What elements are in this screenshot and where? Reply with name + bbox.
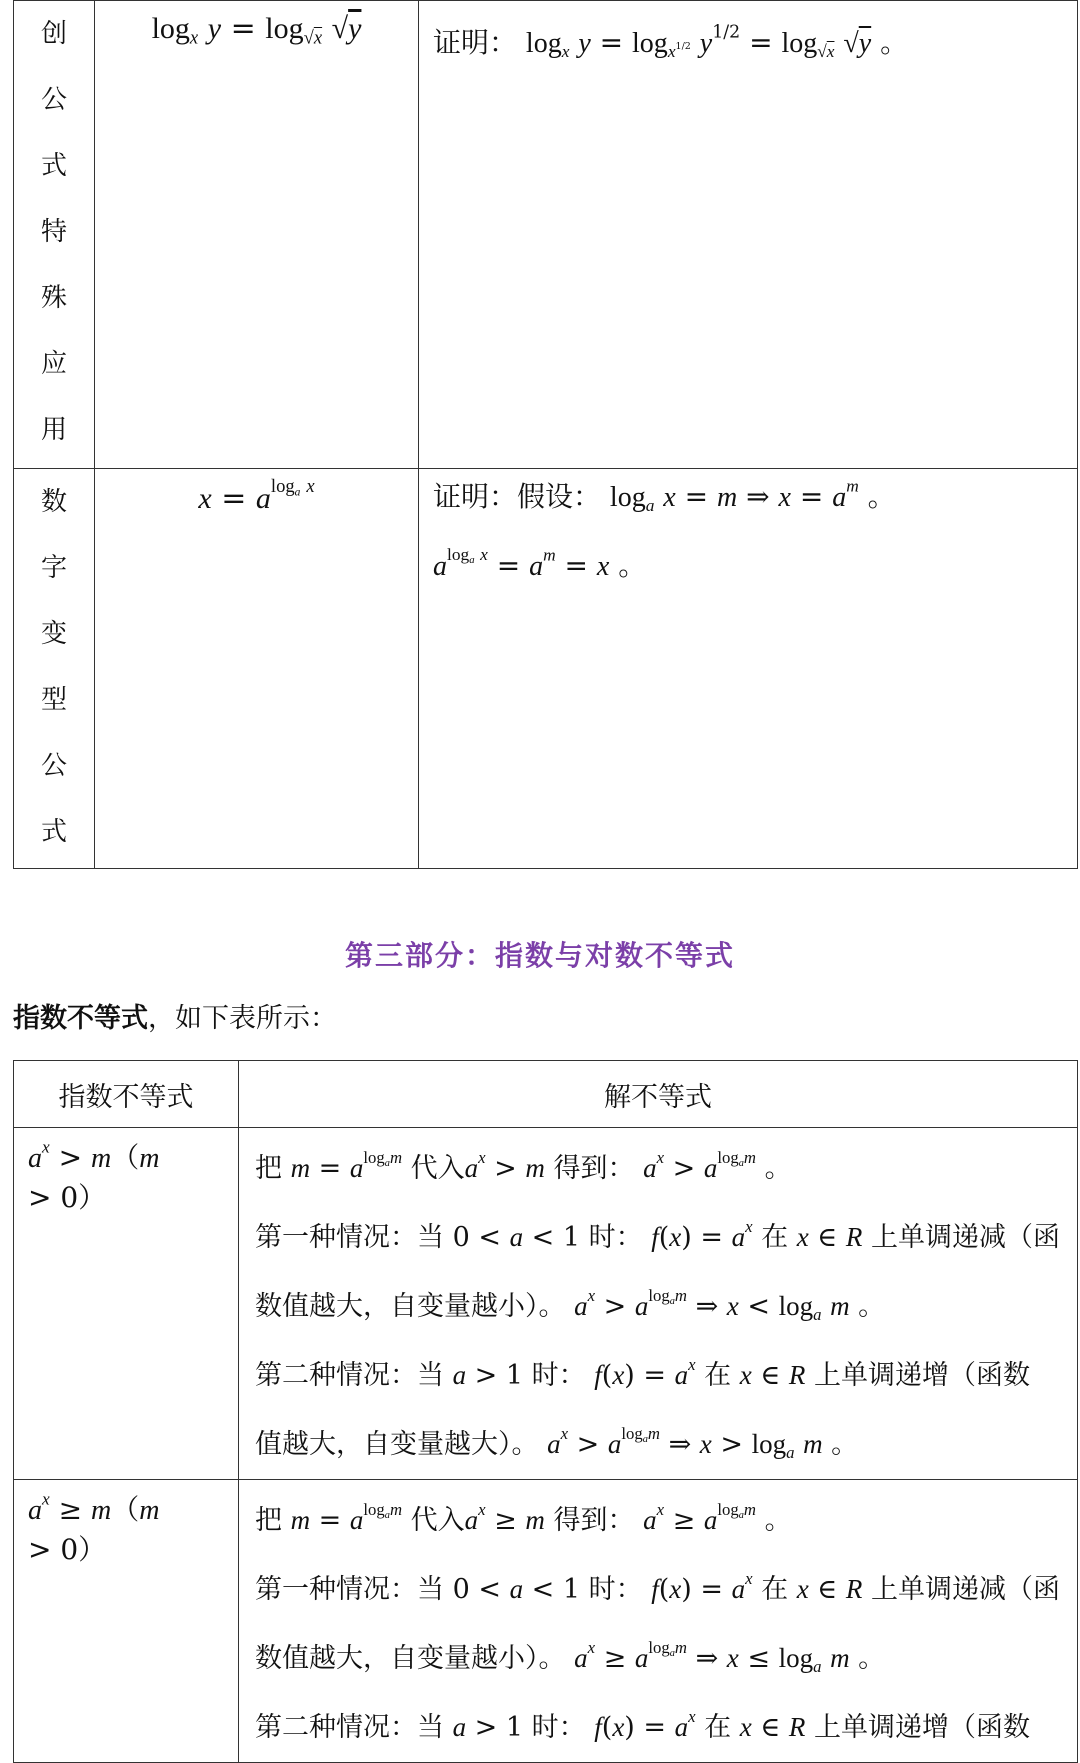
proof-text: 证明： $\log_x y = \log_{x^{1/2}} y^{1/2} = \log_{√x} √y$ 。: [433, 22, 909, 62]
proof-text: 证明：假设： $\log_a x = m$ ⇒ $x = a^m$ 。 $a^{log_a x} = a^m = x$ 。: [433, 476, 896, 582]
formula-cell: [95, 1, 419, 469]
formula: $x = a^{log_a x}$: [198, 476, 315, 516]
row-label-cell: [14, 1, 95, 469]
formula: $\log_x y = \log_{√x} √y$: [151, 11, 362, 49]
proof-cell: [419, 469, 1078, 869]
table-row: [14, 1, 1078, 469]
solution-cell: 把 $m = a^{log_am}$ 代入$a^x \ge m$ 得到： $a^x \ge a^{log_am}$ 。 第一种情况：当 0 < a < 1 时： $f(x) = a^x$ 在 x ∈ R 上单调递减（函 数值越大，自变量越小）。 $a^x \ge a^{log_am}$ ⇒ $x \le \log_a m$ 。 第二种情况：当 a > 1 时： $f(x) = a^x$ 在 x ∈ R 上单调递增（函数: [239, 1480, 1078, 1763]
vertical-label: 创 公 式 特 殊 应 用: [40, 19, 67, 445]
solution-cell: 把 $m = a^{log_am}$ 代入$a^x > m$ 得到： $a^x > a^{log_am}$ 。 第一种情况：当 0 < a < 1 时： $f(x) = a^x$ 在 x ∈ R 上单调递减（函 数值越大，自变量越小）。 $a^x > a^{log_am}$ ⇒ $x < \log_a m$ 。 第二种情况：当 a > 1 时： $f(x) = a^x$ 在 x ∈ R 上单调递增（函数 值越大，自变量越大）。 $a^x > a^{log_am}$ ⇒ $x > \log_a m$ 。: [239, 1128, 1078, 1480]
table-row: [14, 1128, 1078, 1480]
section-heading: 第三部分：指数与对数不等式: [344, 939, 735, 972]
table-header-row: [14, 1061, 1078, 1128]
table-row: [14, 469, 1078, 869]
inequality-cell: $a^x > m(m > 0)$: [14, 1128, 239, 1480]
intro-line: 指数不等式，如下表所示：: [13, 1003, 337, 1034]
column-header: 解不等式: [239, 1061, 1078, 1128]
inequality-cell: $a^x \ge m(m > 0)$: [14, 1480, 239, 1763]
inequality-table: [13, 1060, 1078, 1763]
vertical-label: 数 字 变 型 公 式: [40, 487, 67, 847]
row-label-cell: [14, 469, 95, 869]
table-row: [14, 1480, 1078, 1763]
formula-table: [13, 0, 1078, 869]
proof-cell: [419, 1, 1078, 469]
column-header: 指数不等式: [14, 1061, 239, 1128]
formula-cell: [95, 469, 419, 869]
